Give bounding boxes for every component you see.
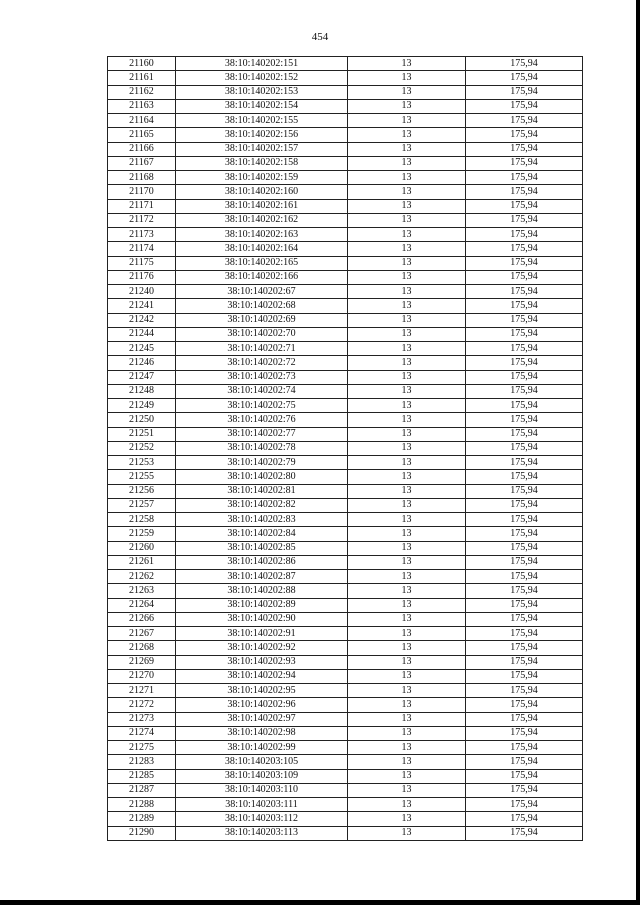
value-cell: 175,94 — [466, 755, 583, 769]
table-row — [108, 114, 583, 128]
row-number-cell: 21273 — [108, 712, 176, 726]
row-number-cell: 21288 — [108, 798, 176, 812]
table-row — [108, 498, 583, 512]
table-row — [108, 313, 583, 327]
row-number-cell: 21246 — [108, 356, 176, 370]
count-cell: 13 — [348, 555, 466, 569]
row-number-cell: 21251 — [108, 427, 176, 441]
row-number-cell: 21248 — [108, 384, 176, 398]
cadastral-number-cell: 38:10:140202:72 — [176, 356, 348, 370]
row-number-cell: 21162 — [108, 85, 176, 99]
row-number-cell: 21176 — [108, 270, 176, 284]
value-cell: 175,94 — [466, 99, 583, 113]
count-cell: 13 — [348, 199, 466, 213]
count-cell: 13 — [348, 185, 466, 199]
cadastral-number-cell: 38:10:140202:83 — [176, 513, 348, 527]
cadastral-number-cell: 38:10:140202:95 — [176, 684, 348, 698]
count-cell: 13 — [348, 456, 466, 470]
row-number-cell: 21268 — [108, 641, 176, 655]
count-cell: 13 — [348, 342, 466, 356]
row-number-cell: 21283 — [108, 755, 176, 769]
row-number-cell: 21267 — [108, 627, 176, 641]
table-row — [108, 698, 583, 712]
row-number-cell: 21241 — [108, 299, 176, 313]
value-cell: 175,94 — [466, 57, 583, 71]
count-cell: 13 — [348, 541, 466, 555]
count-cell: 13 — [348, 327, 466, 341]
value-cell: 175,94 — [466, 498, 583, 512]
land-plot-table — [107, 56, 583, 841]
value-cell: 175,94 — [466, 285, 583, 299]
value-cell: 175,94 — [466, 342, 583, 356]
value-cell: 175,94 — [466, 584, 583, 598]
value-cell: 175,94 — [466, 527, 583, 541]
page-number: 454 — [311, 31, 329, 43]
scan-edge-right — [636, 0, 640, 905]
value-cell: 175,94 — [466, 384, 583, 398]
count-cell: 13 — [348, 612, 466, 626]
count-cell: 13 — [348, 213, 466, 227]
row-number-cell: 21289 — [108, 812, 176, 826]
row-number-cell: 21165 — [108, 128, 176, 142]
table-row — [108, 185, 583, 199]
count-cell: 13 — [348, 712, 466, 726]
value-cell: 175,94 — [466, 427, 583, 441]
table-row — [108, 384, 583, 398]
cadastral-number-cell: 38:10:140202:161 — [176, 199, 348, 213]
cadastral-number-cell: 38:10:140202:73 — [176, 370, 348, 384]
table-row — [108, 484, 583, 498]
table-row — [108, 270, 583, 284]
row-number-cell: 21171 — [108, 199, 176, 213]
value-cell: 175,94 — [466, 612, 583, 626]
row-number-cell: 21258 — [108, 513, 176, 527]
count-cell: 13 — [348, 598, 466, 612]
value-cell: 175,94 — [466, 213, 583, 227]
table-row — [108, 71, 583, 85]
count-cell: 13 — [348, 812, 466, 826]
row-number-cell: 21245 — [108, 342, 176, 356]
value-cell: 175,94 — [466, 441, 583, 455]
value-cell: 175,94 — [466, 484, 583, 498]
cadastral-number-cell: 38:10:140202:163 — [176, 228, 348, 242]
cadastral-number-cell: 38:10:140202:154 — [176, 99, 348, 113]
value-cell: 175,94 — [466, 128, 583, 142]
table-row — [108, 199, 583, 213]
cadastral-number-cell: 38:10:140202:156 — [176, 128, 348, 142]
value-cell: 175,94 — [466, 256, 583, 270]
value-cell: 175,94 — [466, 413, 583, 427]
count-cell: 13 — [348, 128, 466, 142]
value-cell: 175,94 — [466, 199, 583, 213]
cadastral-number-cell: 38:10:140202:165 — [176, 256, 348, 270]
row-number-cell: 21168 — [108, 171, 176, 185]
cadastral-number-cell: 38:10:140202:164 — [176, 242, 348, 256]
row-number-cell: 21174 — [108, 242, 176, 256]
table-row — [108, 327, 583, 341]
value-cell: 175,94 — [466, 555, 583, 569]
count-cell: 13 — [348, 669, 466, 683]
row-number-cell: 21285 — [108, 769, 176, 783]
value-cell: 175,94 — [466, 655, 583, 669]
count-cell: 13 — [348, 427, 466, 441]
row-number-cell: 21249 — [108, 399, 176, 413]
row-number-cell: 21244 — [108, 327, 176, 341]
row-number-cell: 21275 — [108, 741, 176, 755]
cadastral-number-cell: 38:10:140202:89 — [176, 598, 348, 612]
row-number-cell: 21274 — [108, 726, 176, 740]
table-row — [108, 527, 583, 541]
count-cell: 13 — [348, 85, 466, 99]
count-cell: 13 — [348, 114, 466, 128]
table-row — [108, 370, 583, 384]
cadastral-number-cell: 38:10:140203:111 — [176, 798, 348, 812]
row-number-cell: 21163 — [108, 99, 176, 113]
table-row — [108, 171, 583, 185]
value-cell: 175,94 — [466, 228, 583, 242]
value-cell: 175,94 — [466, 741, 583, 755]
value-cell: 175,94 — [466, 812, 583, 826]
row-number-cell: 21161 — [108, 71, 176, 85]
count-cell: 13 — [348, 470, 466, 484]
value-cell: 175,94 — [466, 142, 583, 156]
table-row — [108, 598, 583, 612]
table-row — [108, 798, 583, 812]
count-cell: 13 — [348, 299, 466, 313]
value-cell: 175,94 — [466, 299, 583, 313]
count-cell: 13 — [348, 384, 466, 398]
cadastral-number-cell: 38:10:140202:75 — [176, 399, 348, 413]
cadastral-number-cell: 38:10:140202:80 — [176, 470, 348, 484]
table-row — [108, 783, 583, 797]
cadastral-number-cell: 38:10:140202:153 — [176, 85, 348, 99]
count-cell: 13 — [348, 71, 466, 85]
value-cell: 175,94 — [466, 541, 583, 555]
cadastral-number-cell: 38:10:140202:76 — [176, 413, 348, 427]
cadastral-number-cell: 38:10:140202:160 — [176, 185, 348, 199]
table-row — [108, 470, 583, 484]
row-number-cell: 21290 — [108, 826, 176, 840]
value-cell: 175,94 — [466, 769, 583, 783]
scan-edge-bottom — [0, 900, 640, 905]
row-number-cell: 21270 — [108, 669, 176, 683]
count-cell: 13 — [348, 641, 466, 655]
table-row — [108, 299, 583, 313]
value-cell: 175,94 — [466, 85, 583, 99]
table-row — [108, 413, 583, 427]
value-cell: 175,94 — [466, 399, 583, 413]
count-cell: 13 — [348, 399, 466, 413]
cadastral-number-cell: 38:10:140202:159 — [176, 171, 348, 185]
table-row — [108, 669, 583, 683]
value-cell: 175,94 — [466, 712, 583, 726]
table-row — [108, 456, 583, 470]
cadastral-number-cell: 38:10:140202:90 — [176, 612, 348, 626]
row-number-cell: 21240 — [108, 285, 176, 299]
value-cell: 175,94 — [466, 513, 583, 527]
value-cell: 175,94 — [466, 313, 583, 327]
row-number-cell: 21160 — [108, 57, 176, 71]
row-number-cell: 21262 — [108, 570, 176, 584]
table-row — [108, 712, 583, 726]
table-row — [108, 769, 583, 783]
table-row — [108, 242, 583, 256]
table-row — [108, 812, 583, 826]
value-cell: 175,94 — [466, 470, 583, 484]
count-cell: 13 — [348, 755, 466, 769]
row-number-cell: 21260 — [108, 541, 176, 555]
cadastral-number-cell: 38:10:140202:157 — [176, 142, 348, 156]
cadastral-number-cell: 38:10:140203:109 — [176, 769, 348, 783]
value-cell: 175,94 — [466, 270, 583, 284]
count-cell: 13 — [348, 698, 466, 712]
value-cell: 175,94 — [466, 171, 583, 185]
cadastral-number-cell: 38:10:140202:79 — [176, 456, 348, 470]
table-row — [108, 627, 583, 641]
value-cell: 175,94 — [466, 242, 583, 256]
count-cell: 13 — [348, 57, 466, 71]
value-cell: 175,94 — [466, 570, 583, 584]
count-cell: 13 — [348, 826, 466, 840]
row-number-cell: 21259 — [108, 527, 176, 541]
cadastral-number-cell: 38:10:140202:162 — [176, 213, 348, 227]
table-row — [108, 755, 583, 769]
count-cell: 13 — [348, 99, 466, 113]
value-cell: 175,94 — [466, 669, 583, 683]
cadastral-number-cell: 38:10:140202:97 — [176, 712, 348, 726]
count-cell: 13 — [348, 484, 466, 498]
row-number-cell: 21172 — [108, 213, 176, 227]
count-cell: 13 — [348, 627, 466, 641]
cadastral-number-cell: 38:10:140202:78 — [176, 441, 348, 455]
cadastral-number-cell: 38:10:140202:151 — [176, 57, 348, 71]
row-number-cell: 21256 — [108, 484, 176, 498]
row-number-cell: 21170 — [108, 185, 176, 199]
value-cell: 175,94 — [466, 185, 583, 199]
value-cell: 175,94 — [466, 826, 583, 840]
table-row — [108, 741, 583, 755]
cadastral-number-cell: 38:10:140202:85 — [176, 541, 348, 555]
value-cell: 175,94 — [466, 456, 583, 470]
value-cell: 175,94 — [466, 698, 583, 712]
value-cell: 175,94 — [466, 641, 583, 655]
count-cell: 13 — [348, 370, 466, 384]
row-number-cell: 21269 — [108, 655, 176, 669]
cadastral-number-cell: 38:10:140202:74 — [176, 384, 348, 398]
table-row — [108, 612, 583, 626]
row-number-cell: 21264 — [108, 598, 176, 612]
count-cell: 13 — [348, 171, 466, 185]
table-row — [108, 427, 583, 441]
count-cell: 13 — [348, 270, 466, 284]
count-cell: 13 — [348, 655, 466, 669]
row-number-cell: 21167 — [108, 156, 176, 170]
table-row — [108, 541, 583, 555]
table-row — [108, 641, 583, 655]
count-cell: 13 — [348, 513, 466, 527]
cadastral-number-cell: 38:10:140202:69 — [176, 313, 348, 327]
count-cell: 13 — [348, 498, 466, 512]
table-row — [108, 99, 583, 113]
cadastral-number-cell: 38:10:140202:82 — [176, 498, 348, 512]
cadastral-number-cell: 38:10:140202:86 — [176, 555, 348, 569]
row-number-cell: 21175 — [108, 256, 176, 270]
cadastral-number-cell: 38:10:140202:158 — [176, 156, 348, 170]
cadastral-number-cell: 38:10:140202:88 — [176, 584, 348, 598]
row-number-cell: 21164 — [108, 114, 176, 128]
cadastral-number-cell: 38:10:140202:166 — [176, 270, 348, 284]
count-cell: 13 — [348, 256, 466, 270]
row-number-cell: 21257 — [108, 498, 176, 512]
value-cell: 175,94 — [466, 370, 583, 384]
row-number-cell: 21263 — [108, 584, 176, 598]
cadastral-number-cell: 38:10:140202:94 — [176, 669, 348, 683]
table-row — [108, 57, 583, 71]
count-cell: 13 — [348, 313, 466, 327]
table-row — [108, 655, 583, 669]
value-cell: 175,94 — [466, 598, 583, 612]
count-cell: 13 — [348, 769, 466, 783]
value-cell: 175,94 — [466, 356, 583, 370]
count-cell: 13 — [348, 156, 466, 170]
cadastral-number-cell: 38:10:140203:105 — [176, 755, 348, 769]
value-cell: 175,94 — [466, 798, 583, 812]
table-row — [108, 570, 583, 584]
cadastral-number-cell: 38:10:140202:70 — [176, 327, 348, 341]
count-cell: 13 — [348, 684, 466, 698]
row-number-cell: 21266 — [108, 612, 176, 626]
row-number-cell: 21247 — [108, 370, 176, 384]
cadastral-number-cell: 38:10:140203:113 — [176, 826, 348, 840]
cadastral-number-cell: 38:10:140202:67 — [176, 285, 348, 299]
count-cell: 13 — [348, 783, 466, 797]
cadastral-number-cell: 38:10:140202:96 — [176, 698, 348, 712]
table-row — [108, 285, 583, 299]
table-row — [108, 213, 583, 227]
table-row — [108, 142, 583, 156]
table-row — [108, 726, 583, 740]
table-row — [108, 256, 583, 270]
count-cell: 13 — [348, 798, 466, 812]
table-row — [108, 826, 583, 840]
table-row — [108, 584, 583, 598]
cadastral-number-cell: 38:10:140202:99 — [176, 741, 348, 755]
count-cell: 13 — [348, 242, 466, 256]
count-cell: 13 — [348, 441, 466, 455]
table-row — [108, 128, 583, 142]
cadastral-number-cell: 38:10:140202:68 — [176, 299, 348, 313]
value-cell: 175,94 — [466, 114, 583, 128]
row-number-cell: 21253 — [108, 456, 176, 470]
table-row — [108, 513, 583, 527]
table-row — [108, 555, 583, 569]
cadastral-number-cell: 38:10:140202:155 — [176, 114, 348, 128]
count-cell: 13 — [348, 527, 466, 541]
cadastral-number-cell: 38:10:140202:152 — [176, 71, 348, 85]
cadastral-number-cell: 38:10:140202:92 — [176, 641, 348, 655]
cadastral-number-cell: 38:10:140202:81 — [176, 484, 348, 498]
row-number-cell: 21271 — [108, 684, 176, 698]
count-cell: 13 — [348, 570, 466, 584]
value-cell: 175,94 — [466, 627, 583, 641]
row-number-cell: 21255 — [108, 470, 176, 484]
table-row — [108, 156, 583, 170]
count-cell: 13 — [348, 584, 466, 598]
cadastral-number-cell: 38:10:140203:110 — [176, 783, 348, 797]
table-row — [108, 684, 583, 698]
row-number-cell: 21242 — [108, 313, 176, 327]
cadastral-number-cell: 38:10:140202:91 — [176, 627, 348, 641]
count-cell: 13 — [348, 142, 466, 156]
table-row — [108, 441, 583, 455]
count-cell: 13 — [348, 741, 466, 755]
cadastral-number-cell: 38:10:140202:84 — [176, 527, 348, 541]
row-number-cell: 21252 — [108, 441, 176, 455]
row-number-cell: 21261 — [108, 555, 176, 569]
table-row — [108, 228, 583, 242]
value-cell: 175,94 — [466, 327, 583, 341]
cadastral-number-cell: 38:10:140202:98 — [176, 726, 348, 740]
table-row — [108, 356, 583, 370]
count-cell: 13 — [348, 726, 466, 740]
cadastral-number-cell: 38:10:140202:71 — [176, 342, 348, 356]
table-row — [108, 399, 583, 413]
table-row — [108, 85, 583, 99]
value-cell: 175,94 — [466, 71, 583, 85]
cadastral-number-cell: 38:10:140202:87 — [176, 570, 348, 584]
row-number-cell: 21173 — [108, 228, 176, 242]
count-cell: 13 — [348, 413, 466, 427]
value-cell: 175,94 — [466, 783, 583, 797]
cadastral-number-cell: 38:10:140202:77 — [176, 427, 348, 441]
cadastral-number-cell: 38:10:140202:93 — [176, 655, 348, 669]
cadastral-number-cell: 38:10:140203:112 — [176, 812, 348, 826]
row-number-cell: 21287 — [108, 783, 176, 797]
value-cell: 175,94 — [466, 156, 583, 170]
row-number-cell: 21272 — [108, 698, 176, 712]
count-cell: 13 — [348, 356, 466, 370]
value-cell: 175,94 — [466, 726, 583, 740]
table-row — [108, 342, 583, 356]
value-cell: 175,94 — [466, 684, 583, 698]
row-number-cell: 21250 — [108, 413, 176, 427]
count-cell: 13 — [348, 285, 466, 299]
row-number-cell: 21166 — [108, 142, 176, 156]
count-cell: 13 — [348, 228, 466, 242]
table-body — [108, 57, 583, 841]
